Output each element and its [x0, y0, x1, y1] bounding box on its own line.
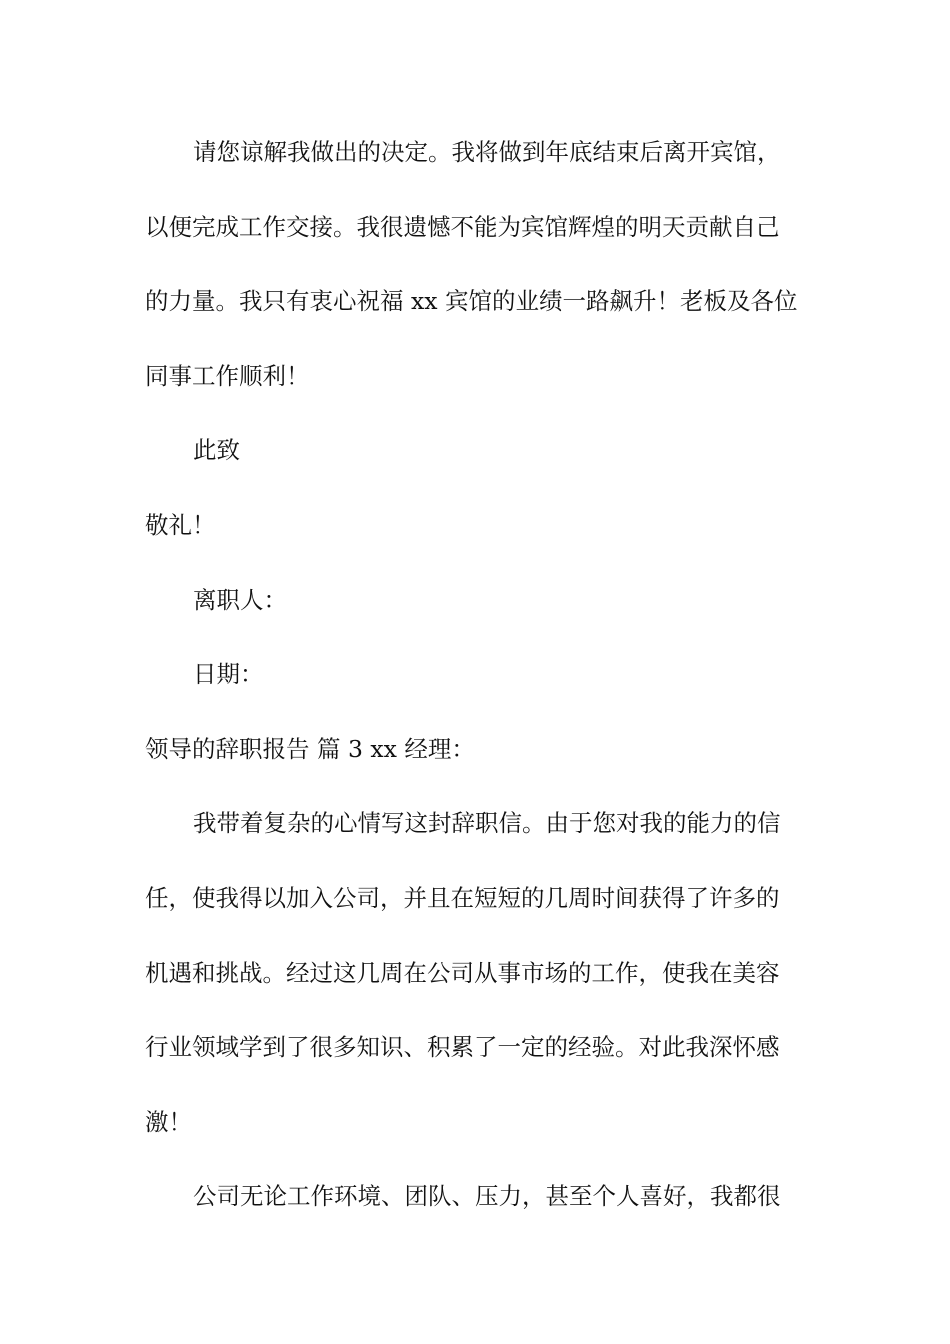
document-body	[145, 128, 810, 1247]
paragraph-line: 我带着复杂的心情写这封辞职信。由于您对我的能力的信	[193, 809, 781, 838]
paragraph-line: 激！	[145, 1107, 192, 1136]
paragraph-line: 公司无论工作环境、团队、压力，甚至个人喜好，我都很	[193, 1182, 781, 1211]
paragraph-line: 的力量。我只有衷心祝福 xx 宾馆的业绩一路飙升！老板及各位	[145, 287, 798, 316]
closing-regards: 敬礼！	[145, 510, 216, 539]
section-heading: 领导的辞职报告 篇 3 xx 经理：	[145, 734, 475, 763]
signature-label: 离职人：	[193, 585, 287, 614]
date-label: 日期：	[193, 660, 264, 689]
closing-salutation: 此致	[193, 436, 240, 465]
paragraph-line: 同事工作顺利！	[145, 361, 310, 390]
paragraph-line: 以便完成工作交接。我很遗憾不能为宾馆辉煌的明天贡献自己	[145, 212, 780, 241]
paragraph-line: 机遇和挑战。经过这几周在公司从事市场的工作，使我在美容	[145, 958, 780, 987]
paragraph-line: 行业领域学到了很多知识、积累了一定的经验。对此我深怀感	[145, 1033, 780, 1062]
paragraph-line: 任，使我得以加入公司，并且在短短的几周时间获得了许多的	[145, 883, 780, 912]
paragraph-line: 请您谅解我做出的决定。我将做到年底结束后离开宾馆，	[193, 138, 781, 166]
